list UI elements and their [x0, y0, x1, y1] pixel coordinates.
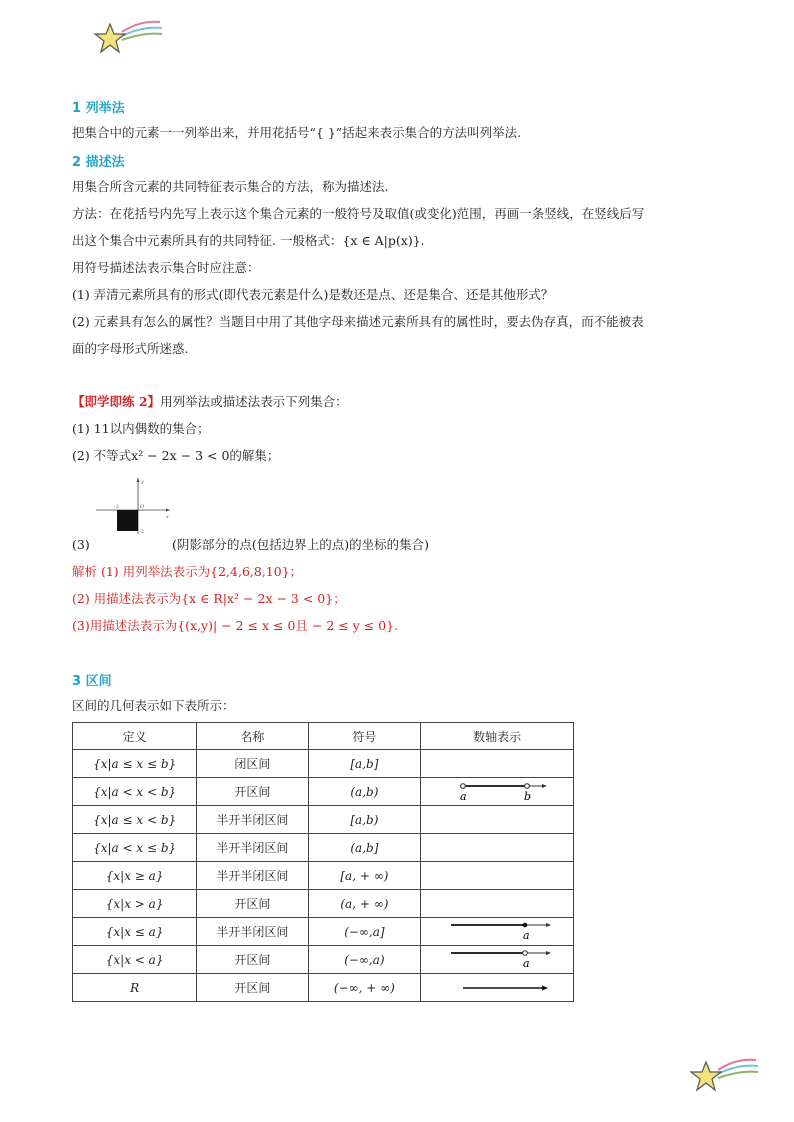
- cell-definition: {x|x < a}: [73, 946, 197, 974]
- description-line-3: 出这个集合中元素所具有的共同特征. 一般格式：{x ∈ A|p(x)}.: [72, 233, 425, 248]
- axis-label-a: a: [523, 956, 530, 970]
- exercise-q1: (1) 11以内偶数的集合；: [72, 421, 210, 436]
- shooting-star-icon: [688, 1056, 760, 1096]
- interval-intro: 区间的几何表示如下表所示：: [72, 698, 235, 713]
- exercise-q3: [72, 536, 430, 554]
- table-row: [73, 890, 574, 918]
- cell-axis: [421, 890, 574, 918]
- graph-neg2-y-label: -2: [139, 529, 144, 535]
- exercise-q3-text: (阴影部分的点(包括边界上的点)的坐标的集合): [172, 537, 430, 552]
- cell-definition: {x|a ≤ x ≤ b}: [73, 750, 197, 778]
- cell-axis: [421, 974, 574, 1002]
- cell-axis: [421, 946, 574, 974]
- cell-name: 开区间: [197, 890, 308, 918]
- number-line-open-interval: [451, 780, 551, 804]
- cell-symbol: (a, + ∞): [308, 890, 421, 918]
- section-heading-interval: 3 区间: [72, 674, 112, 689]
- cell-definition: {x|x ≥ a}: [73, 862, 197, 890]
- description-line-2: 方法：在花括号内先写上表示这个集合元素的一般符号及取值(或变化)范围，再画一条竖线，在竖线后写: [72, 206, 645, 221]
- header-symbol: 符号: [308, 723, 421, 750]
- cell-name: 半开半闭区间: [197, 834, 308, 862]
- cell-definition: {x|a < x < b}: [73, 778, 197, 806]
- cell-definition: {x|x ≤ a}: [73, 918, 197, 946]
- table-row: [73, 946, 574, 974]
- table-row: [73, 750, 574, 778]
- graph-neg2-x-label: -2: [114, 504, 119, 510]
- exercise-q3-label: (3): [72, 537, 90, 552]
- exercise-tag: 【即学即练 2】: [72, 394, 161, 409]
- table-row: [73, 806, 574, 834]
- table-row: [73, 918, 574, 946]
- description-note-2: (2) 元素具有怎么的属性？当题目中用了其他字母来描述元素所具有的属性时，要去伪存真，而不能被表: [72, 314, 644, 329]
- graph-y-label: y: [141, 479, 144, 485]
- shaded-region-graph: [94, 474, 174, 536]
- solution-line-1: 解析 (1) 用列举法表示为{2,4,6,8,10}；: [72, 564, 303, 579]
- number-line-real: [461, 982, 551, 994]
- cell-definition: {x|a < x ≤ b}: [73, 834, 197, 862]
- cell-symbol: (−∞,a]: [308, 918, 421, 946]
- header-definition: 定义: [73, 723, 197, 750]
- solution-line-2: (2) 用描述法表示为{x ∈ R|x² − 2x − 3 < 0}；: [72, 591, 346, 606]
- graph-x-label: x: [166, 514, 169, 520]
- cell-symbol: [a, + ∞): [308, 862, 421, 890]
- cell-axis: [421, 806, 574, 834]
- axis-label-a: a: [460, 789, 467, 803]
- solution-line-3: (3)用描述法表示为{(x,y)| − 2 ≤ x ≤ 0且 − 2 ≤ y ≤ 0}.: [72, 618, 399, 633]
- table-row: [73, 778, 574, 806]
- cell-name: 半开半闭区间: [197, 862, 308, 890]
- cell-definition: {x|a ≤ x < b}: [73, 806, 197, 834]
- description-note-1: (1) 弄清元素所具有的形式(即代表元素是什么)是数还是点、还是集合、还是其他形式？: [72, 287, 554, 302]
- cell-axis: [421, 778, 574, 806]
- header-axis: 数轴表示: [421, 723, 574, 750]
- shooting-star-icon: [92, 18, 164, 58]
- header-name: 名称: [197, 723, 308, 750]
- table-header-row: [73, 723, 574, 750]
- exercise-q2: (2) 不等式x² − 2x − 3 < 0的解集；: [72, 448, 280, 463]
- cell-symbol: [a,b): [308, 806, 421, 834]
- cell-axis: [421, 862, 574, 890]
- table-row: [73, 862, 574, 890]
- cell-axis: [421, 834, 574, 862]
- exercise-prompt-text: 用列举法或描述法表示下列集合：: [160, 394, 348, 409]
- description-line-4: 用符号描述法表示集合时应注意：: [72, 260, 260, 275]
- exercise-prompt: [72, 393, 348, 411]
- description-line-1: 用集合所含元素的共同特征表示集合的方法，称为描述法.: [72, 179, 389, 194]
- cell-name: 开区间: [197, 778, 308, 806]
- cell-name: 开区间: [197, 974, 308, 1002]
- cell-axis: [421, 918, 574, 946]
- table-row: [73, 974, 574, 1002]
- description-note-2-cont: 面的字母形式所迷惑.: [72, 341, 189, 356]
- interval-table: [72, 722, 574, 1002]
- cell-name: 闭区间: [197, 750, 308, 778]
- cell-symbol: [a,b]: [308, 750, 421, 778]
- graph-origin-label: O: [140, 504, 145, 510]
- cell-name: 开区间: [197, 946, 308, 974]
- cell-axis: [421, 750, 574, 778]
- number-line-left-closed: [447, 920, 557, 944]
- cell-definition: {x|x > a}: [73, 890, 197, 918]
- number-line-left-open: [447, 948, 557, 972]
- cell-symbol: (a,b]: [308, 834, 421, 862]
- cell-name: 半开半闭区间: [197, 806, 308, 834]
- cell-symbol: (−∞,a): [308, 946, 421, 974]
- cell-name: 半开半闭区间: [197, 918, 308, 946]
- cell-definition: R: [73, 974, 197, 1002]
- table-row: [73, 834, 574, 862]
- axis-label-a: a: [523, 928, 530, 942]
- section-heading-enumeration: 1 列举法: [72, 101, 125, 116]
- cell-symbol: (a,b): [308, 778, 421, 806]
- axis-label-b: b: [524, 789, 532, 803]
- section-heading-description: 2 描述法: [72, 155, 125, 170]
- cell-symbol: (−∞, + ∞): [308, 974, 421, 1002]
- enumeration-definition: 把集合中的元素一一列举出来，并用花括号“{ }”括起来表示集合的方法叫列举法.: [72, 125, 522, 140]
